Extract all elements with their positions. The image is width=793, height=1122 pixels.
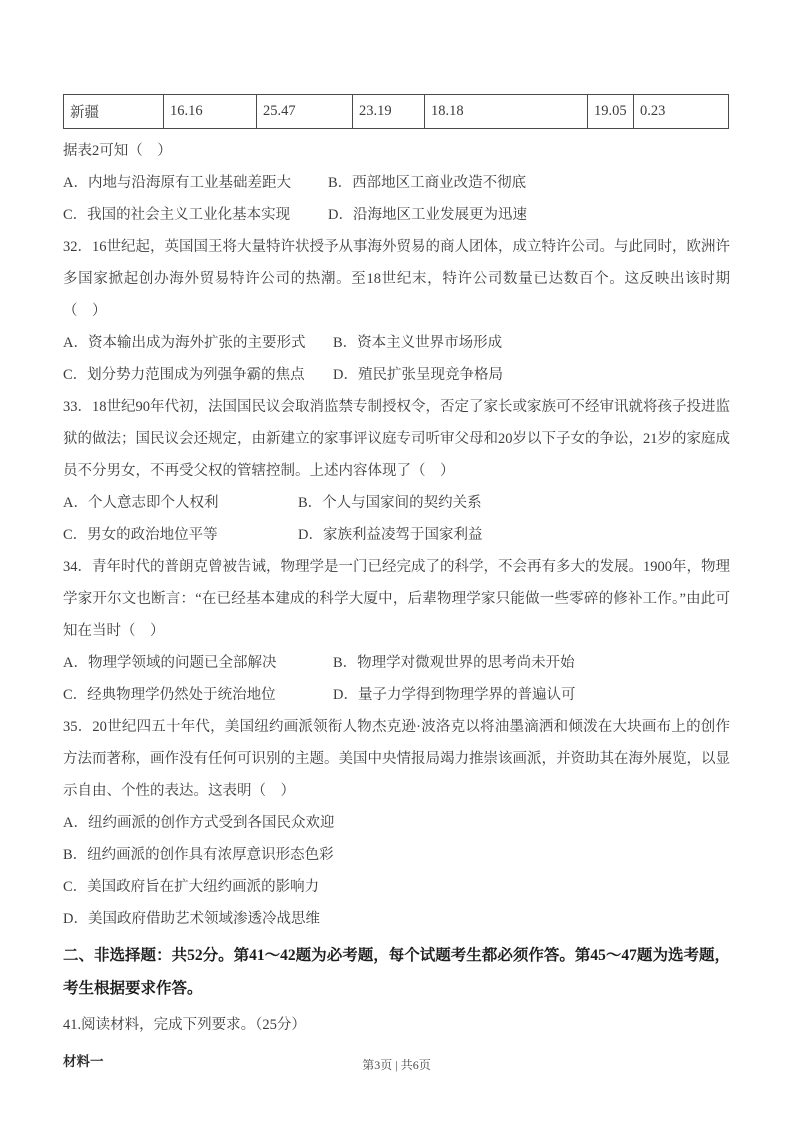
q31-option-c: C．我国的社会主义工业化基本实现 bbox=[63, 207, 291, 223]
q32-option-b: B．资本主义世界市场形成 bbox=[333, 335, 503, 351]
q32-options-cd bbox=[63, 359, 730, 391]
table-cell-value: 16.16 bbox=[164, 95, 257, 129]
q41-material-1-label: 材料一 bbox=[63, 1054, 104, 1069]
q34-option-d: D．量子力学得到物理学界的普遍认可 bbox=[333, 687, 576, 703]
q33-options-cd bbox=[63, 519, 730, 551]
section-2-header: 二、非选择题：共52分。第41～42题为必考题，每个试题考生都必须作答。第45～47题为选考题，考生根据要求作答。 bbox=[63, 947, 730, 997]
table-cell-value: 19.05 bbox=[588, 95, 634, 129]
table-cell-value: 0.23 bbox=[634, 95, 729, 129]
q41-stem: 41.阅读材料，完成下列要求。（25分） bbox=[63, 1017, 306, 1033]
q33-option-d: D．家族利益凌驾于国家利益 bbox=[298, 527, 483, 543]
q34-options-cd bbox=[63, 679, 730, 711]
table-cell-value: 25.47 bbox=[257, 95, 353, 129]
table-cell-value: 18.18 bbox=[425, 95, 588, 129]
table-cell-value: 23.19 bbox=[353, 95, 425, 129]
q35-option-c: C．美国政府旨在扩大纽约画派的影响力 bbox=[63, 879, 320, 895]
q32-stem: 32．16世纪起，英国国王将大量特许状授予从事海外贸易的商人团体，成立特许公司。与此同时，欧洲许多国家掀起创办海外贸易特许公司的热潮。至18世纪末，特许公司数量已达数百个。这反映出该时期（ ） bbox=[63, 239, 730, 319]
q32-option-d: D．殖民扩张呈现竞争格局 bbox=[333, 367, 503, 383]
q31-options-ab bbox=[63, 167, 730, 199]
q31-option-b: B．西部地区工商业改造不彻底 bbox=[328, 175, 527, 191]
q32-option-c: C．划分势力范围成为列强争霸的焦点 bbox=[63, 367, 305, 383]
q35-option-b: B．纽约画派的创作具有浓厚意识形态色彩 bbox=[63, 847, 334, 863]
q34-options-ab bbox=[63, 647, 730, 679]
q33-option-b: B．个人与国家间的契约关系 bbox=[298, 495, 482, 511]
q34-stem: 34．青年时代的普朗克曾被告诫，物理学是一门已经完成了的科学，不会再有多大的发展。1900年，物理学家开尔文也断言：“在已经基本建成的科学大厦中，后辈物理学家只能做一些零碎的修补工作。”由此可知在当时（ ） bbox=[63, 559, 730, 639]
q35-stem: 35．20世纪四五十年代，美国纽约画派领衔人物杰克逊·波洛克以将油墨滴洒和倾泼在大块画布上的创作方法而著称，画作没有任何可识别的主题。美国中央情报局竭力推崇该画派，并资助其在海外展览，以显示自由、个性的表达。这表明（ ） bbox=[63, 719, 730, 799]
table-row bbox=[64, 95, 729, 129]
q35-option-d: D．美国政府借助艺术领域渗透冷战思维 bbox=[63, 911, 320, 927]
q33-option-a: A．个人意志即个人权利 bbox=[63, 495, 219, 511]
q35-option-a: A．纽约画派的创作方式受到各国民众欢迎 bbox=[63, 815, 335, 831]
q34-option-a: A．物理学领域的问题已全部解决 bbox=[63, 655, 277, 671]
q33-stem: 33．18世纪90年代初，法国国民议会取消监禁专制授权令，否定了家长或家族可不经审讯就将孩子投进监狱的做法；国民议会还规定，由新建立的家事评议庭专司听审父母和20岁以下子女的争讼，21岁的家庭成员不分男女，不再受父权的管辖控制。上述内容体现了（ ） bbox=[63, 399, 730, 479]
q32-option-a: A．资本输出成为海外扩张的主要形式 bbox=[63, 335, 306, 351]
table-cell-region: 新疆 bbox=[64, 95, 164, 129]
q32-options-ab bbox=[63, 327, 730, 359]
q31-prompt: 据表2可知（ ） bbox=[63, 143, 172, 159]
q33-options-ab bbox=[63, 487, 730, 519]
q33-option-c: C．男女的政治地位平等 bbox=[63, 527, 218, 543]
q31-option-a: A．内地与沿海原有工业基础差距大 bbox=[63, 175, 291, 191]
q34-option-b: B．物理学对微观世界的思考尚未开始 bbox=[333, 655, 575, 671]
q34-option-c: C．经典物理学仍然处于统治地位 bbox=[63, 687, 276, 703]
page-content bbox=[63, 94, 730, 1077]
q31-option-d: D．沿海地区工业发展更为迅速 bbox=[328, 207, 527, 223]
page-footer: 第3页 | 共6页 bbox=[362, 1058, 431, 1072]
table-2-last-row bbox=[63, 94, 729, 129]
q31-options-cd bbox=[63, 199, 730, 231]
